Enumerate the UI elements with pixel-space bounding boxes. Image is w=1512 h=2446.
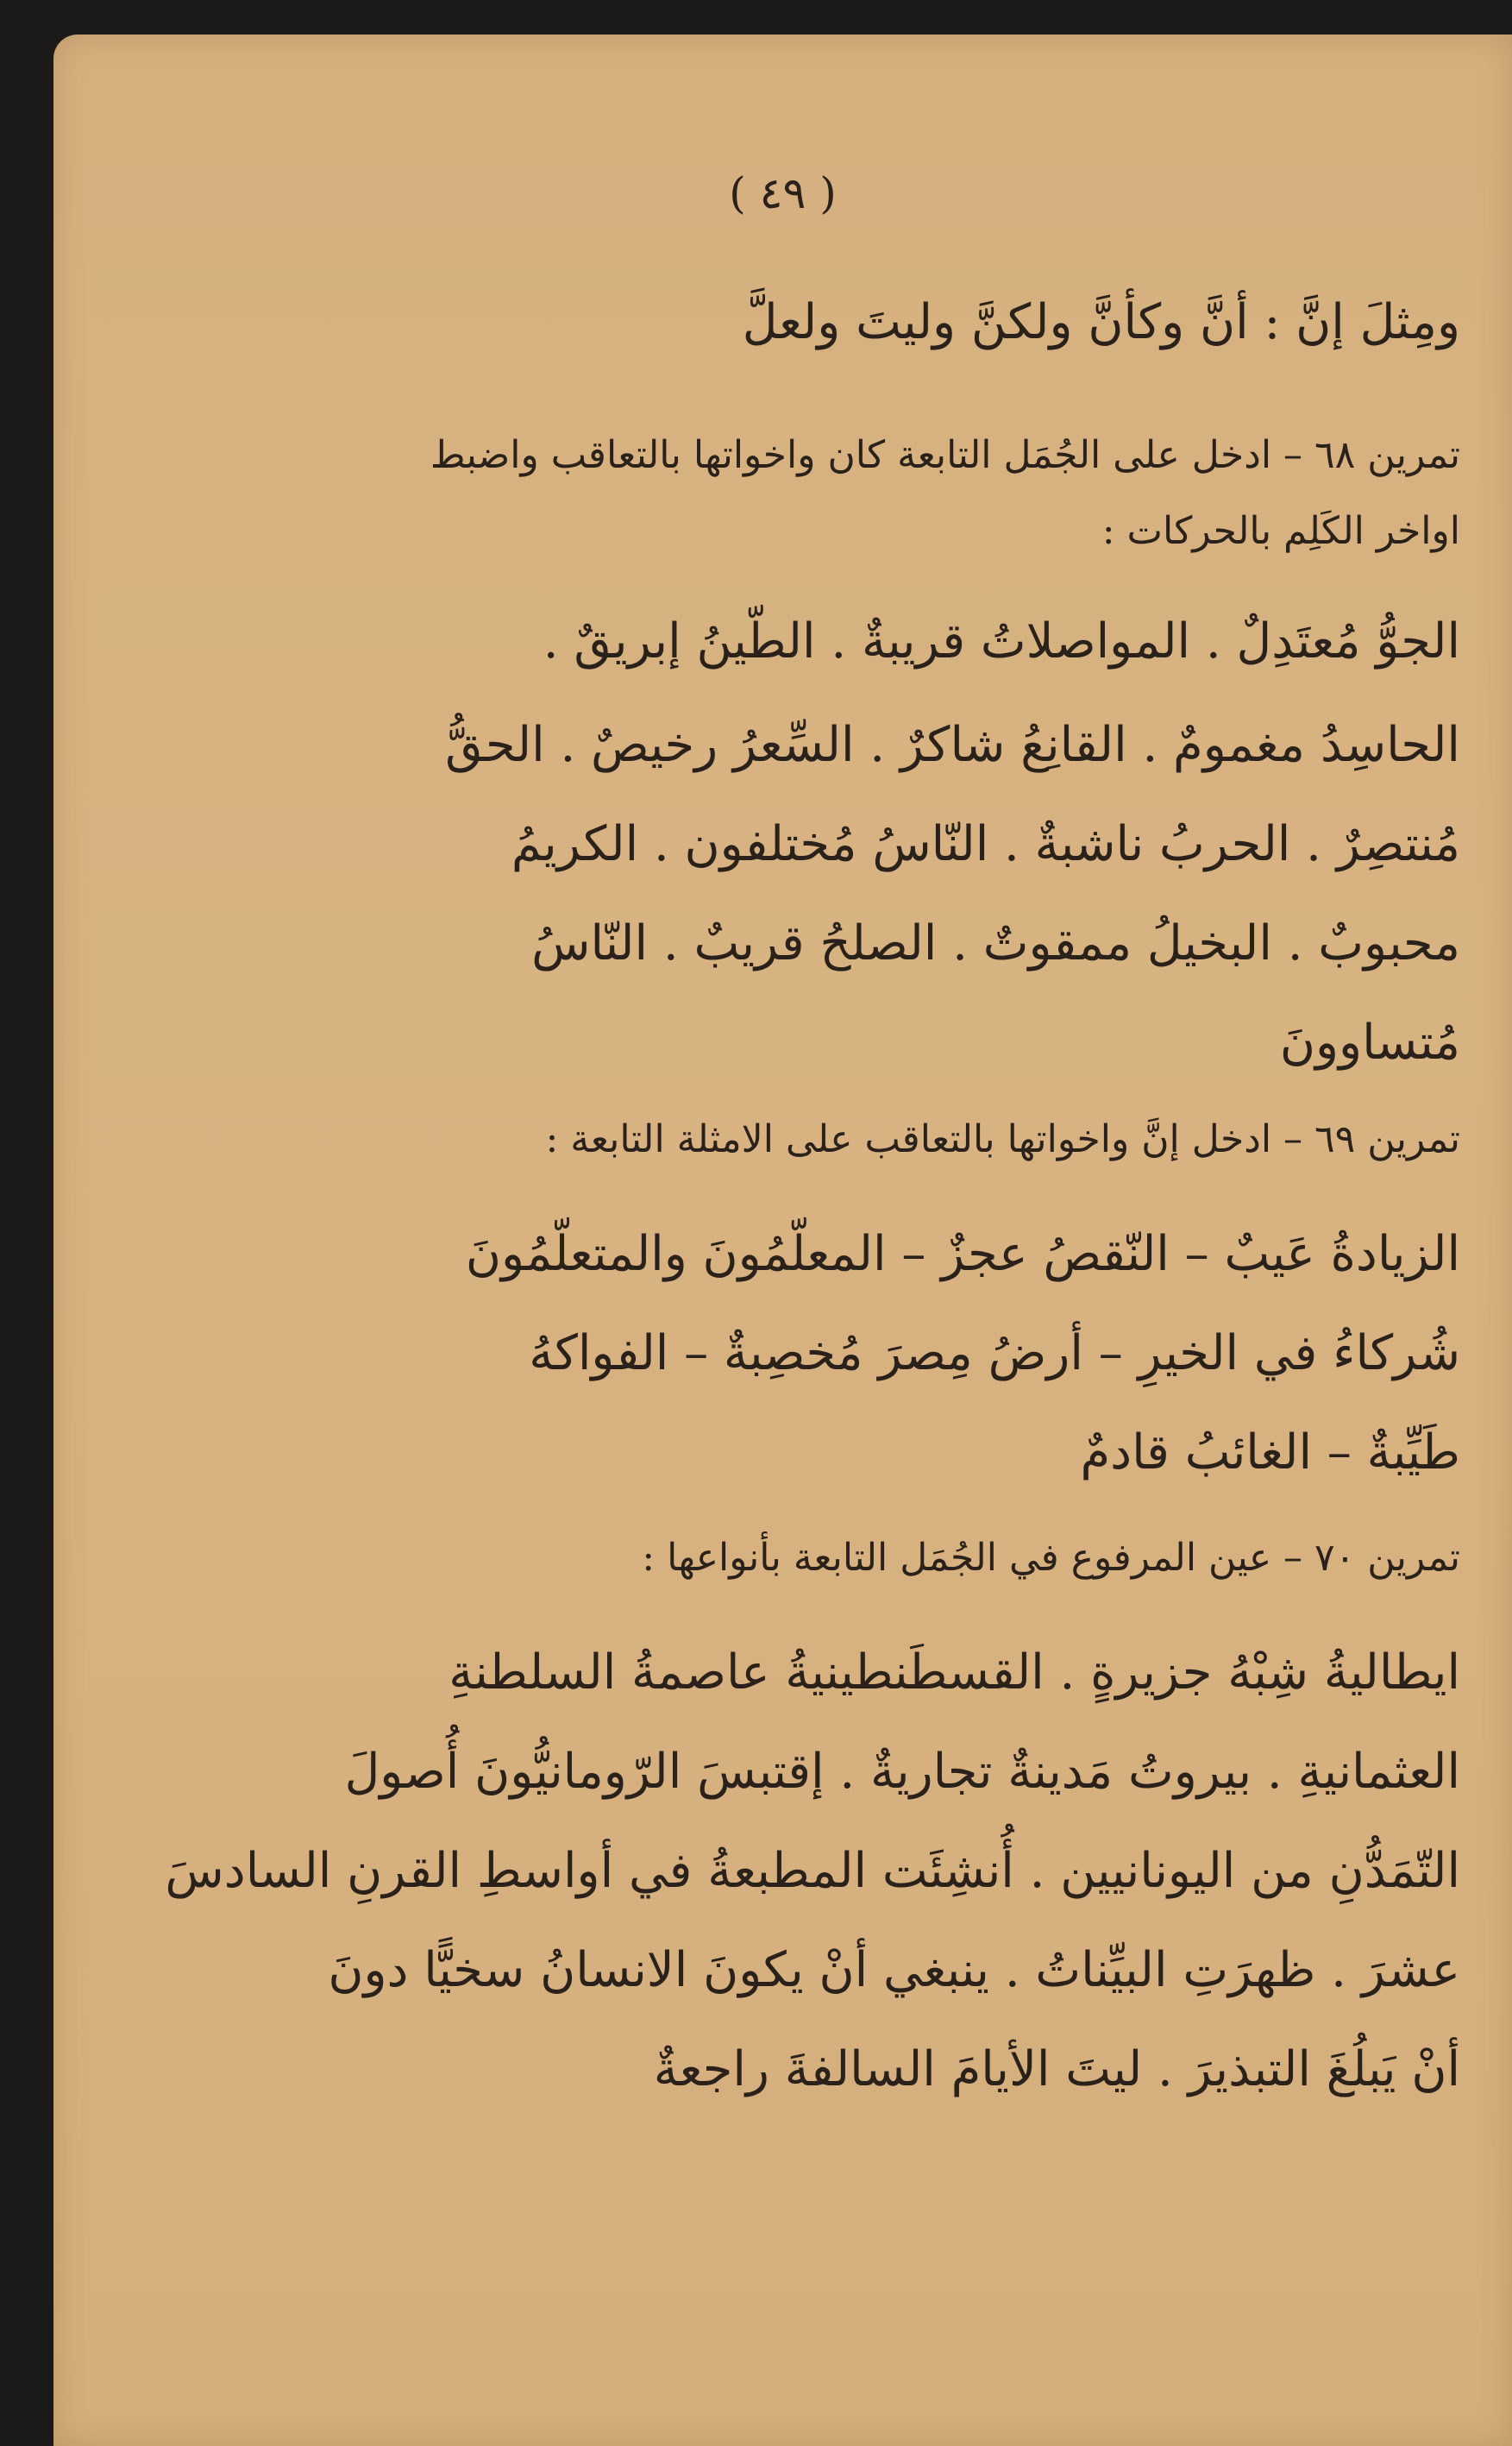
- exercise-68-line: مُتساوونَ: [1279, 1015, 1460, 1071]
- exercise-68-line: الحاسِدُ مغمومٌ . القانِعُ شاكرٌ . السِّعرُ رخيصٌ . الحقُّ: [445, 717, 1460, 773]
- exercise-70-line: التّمَدُّنِ من اليونانيين . أُنشِئَت المطبعةُ في أواسطِ القرنِ السادسَ: [165, 1843, 1460, 1899]
- exercise-69-line: الزيادةُ عَيبٌ – النّقصُ عجزٌ – المعلّمُونَ والمتعلّمُونَ: [465, 1226, 1460, 1282]
- page-number: ( ٤٩ ): [729, 168, 837, 218]
- intro-line: ومِثلَ إنَّ : أنَّ وكأنَّ ولكنَّ وليتَ ولعلَّ: [742, 294, 1460, 350]
- exercise-68-line: الجوُّ مُعتَدِلٌ . المواصلاتُ قريبةٌ . الطّينُ إبريقٌ .: [543, 613, 1460, 670]
- exercise-68-line: مُنتصِرٌ . الحربُ ناشبةٌ . النّاسُ مُختلفون . الكريمُ: [511, 816, 1460, 872]
- exercise-69-line: طَيِّبةٌ – الغائبُ قادمٌ: [1080, 1424, 1460, 1481]
- book-page: [53, 35, 1512, 2446]
- exercise-69-line: شُركاءُ في الخيرِ – أرضُ مِصرَ مُخصِبةٌ – الفواكهُ: [529, 1325, 1460, 1381]
- exercise-70-line: العثمانيةِ . بيروتُ مَدينةٌ تجاريةٌ . إقتبسَ الرّومانيُّونَ أُصولَ: [344, 1744, 1460, 1800]
- exercise-70-line: عشرَ . ظهرَتِ البيِّناتُ . ينبغي أنْ يكونَ الانسانُ سخيًّا دونَ: [328, 1942, 1460, 1998]
- exercise-70-line: ايطاليةُ شِبْهُ جزيرةٍ . القسطَنطينيةُ عاصمةُ السلطنةِ: [449, 1644, 1460, 1701]
- exercise-70-heading: تمرين ٧٠ – عين المرفوع في الجُمَل التابعة بأنواعها :: [642, 1536, 1460, 1580]
- exercise-70-line: أنْ يَبلُغَ التبذيرَ . ليتَ الأيامَ السالفةَ راجعةٌ: [653, 2041, 1460, 2097]
- exercise-68-heading-line-2: اواخر الكَلِم بالحركات :: [1101, 509, 1460, 553]
- exercise-68-line: محبوبٌ . البخيلُ ممقوتٌ . الصلحُ قريبٌ . النّاسُ: [531, 915, 1460, 971]
- exercise-69-heading: تمرين ٦٩ – ادخل إنَّ واخواتها بالتعاقب على الامثلة التابعة :: [545, 1117, 1460, 1161]
- exercise-68-heading-line-1: تمرين ٦٨ – ادخل على الجُمَل التابعة كان واخواتها بالتعاقب واضبط: [430, 433, 1460, 477]
